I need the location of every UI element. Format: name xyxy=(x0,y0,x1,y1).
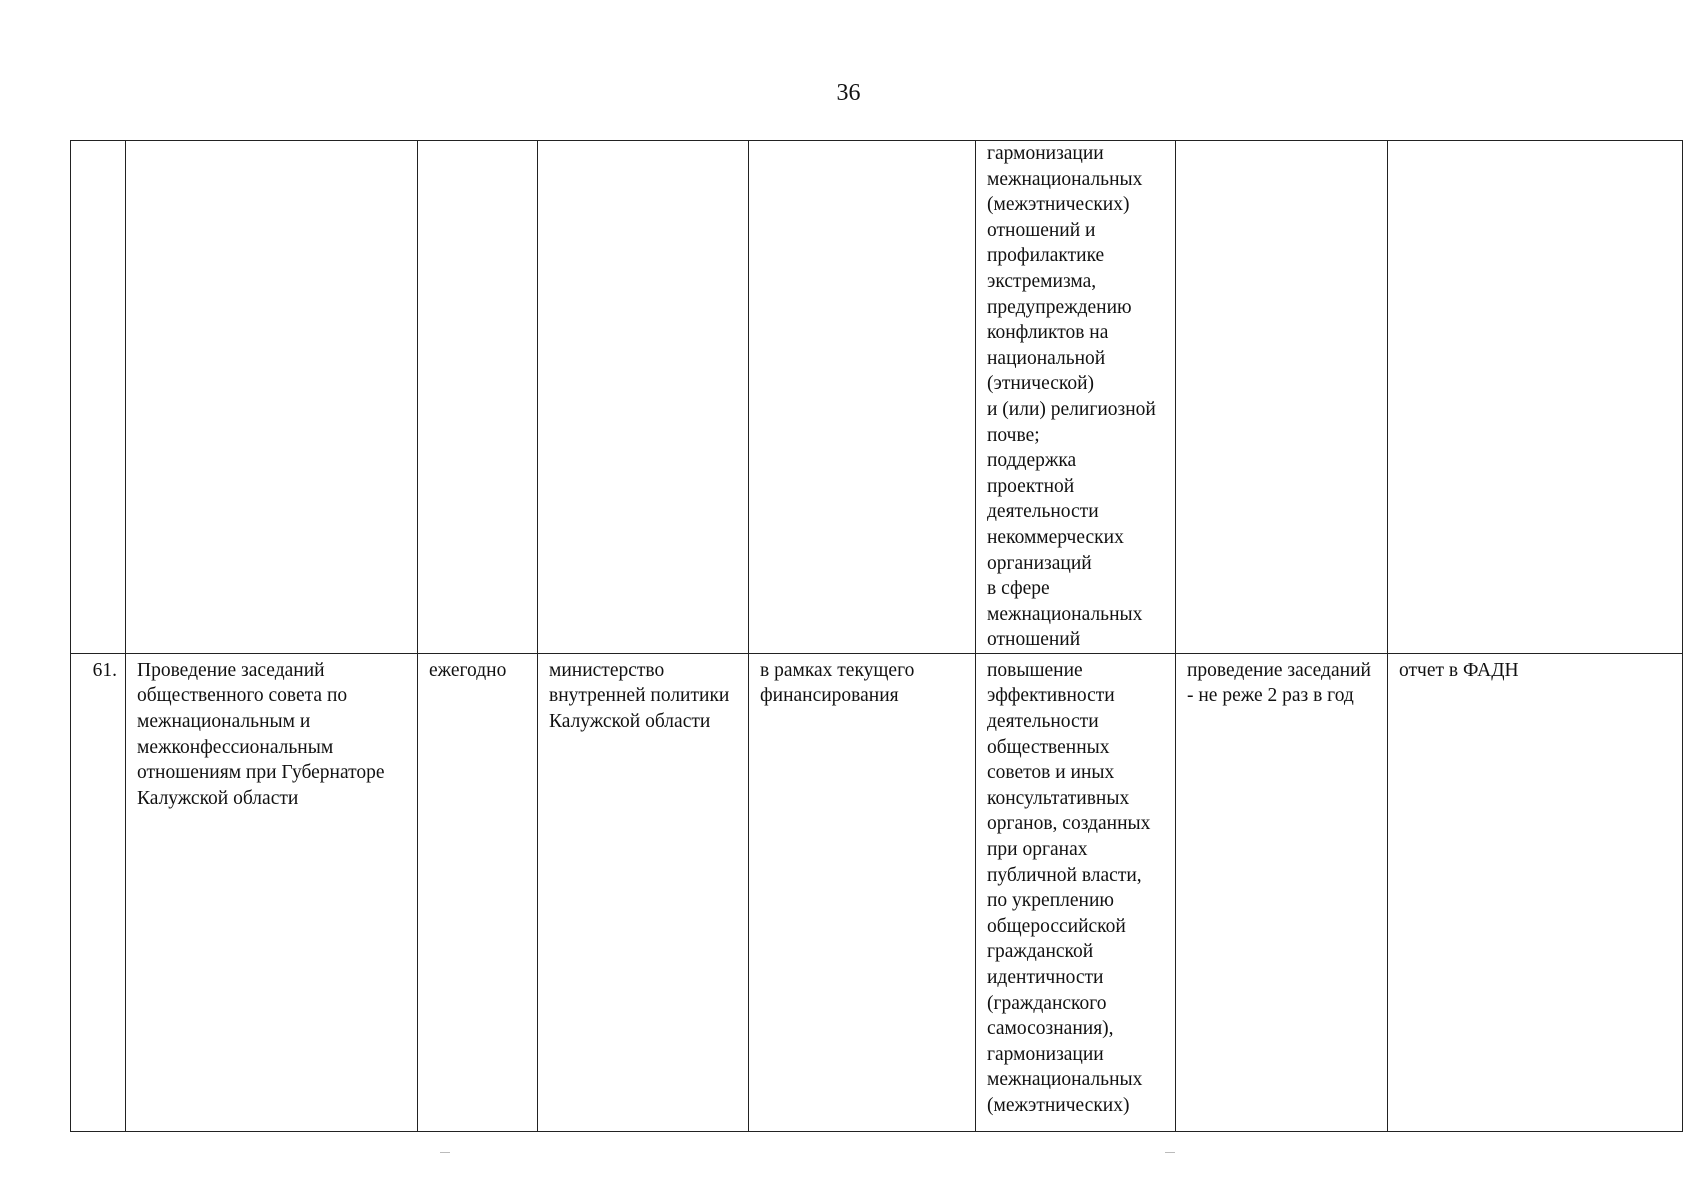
cell-text-line: (гражданского xyxy=(987,992,1107,1014)
table-row xyxy=(71,141,1683,654)
cell-text-line: межконфессиональным xyxy=(137,736,334,758)
cell-text-line: эффективности xyxy=(987,685,1115,707)
deadline-cell xyxy=(418,141,538,654)
executor-cell xyxy=(538,141,749,654)
cell-text-line: почве; xyxy=(987,424,1040,446)
cell-text-line: ежегодно xyxy=(429,659,507,681)
cell-text-line: и (или) религиозной xyxy=(987,398,1156,420)
cell-text-line: - не реже 2 раз в год xyxy=(1187,685,1354,707)
financing-cell xyxy=(749,653,976,1131)
cell-text-line: советов и иных xyxy=(987,762,1115,784)
page-number: 36 xyxy=(836,80,861,106)
reporting-cell xyxy=(1388,653,1683,1131)
cell-text-line: по укреплению xyxy=(987,890,1114,912)
cell-text-line: межнациональных xyxy=(987,1069,1143,1091)
cell-text-line: финансирования xyxy=(760,685,899,707)
cell-text-line: самосознания), xyxy=(987,1018,1114,1040)
result-cell xyxy=(976,141,1176,654)
executor-cell xyxy=(538,653,749,1131)
cell-text-line: отношений и xyxy=(987,219,1096,241)
cell-text-line: (межэтнических) xyxy=(987,194,1130,216)
cell-text-line: органов, созданных xyxy=(987,813,1151,835)
cell-text-line: деятельности xyxy=(987,711,1099,733)
cell-text-line: межнациональным и xyxy=(137,711,311,733)
cell-text-line: Калужской области xyxy=(549,711,711,733)
cell-text-line: экстремизма, xyxy=(987,270,1097,292)
event-cell xyxy=(126,141,418,654)
cell-text-line: межнациональных xyxy=(987,603,1143,625)
cell-text-line: некоммерческих xyxy=(987,526,1124,548)
cell-text-line: публичной власти, xyxy=(987,864,1142,886)
financing-cell xyxy=(749,141,976,654)
scan-speck xyxy=(1165,1152,1175,1154)
cell-text-line: в рамках текущего xyxy=(760,659,915,681)
cell-text-line: деятельности xyxy=(987,501,1099,523)
cell-text-line: отношений xyxy=(987,629,1081,651)
cell-text-line: отношениям при Губернаторе xyxy=(137,762,385,784)
deadline-cell xyxy=(418,653,538,1131)
cell-text-line: проведение заседаний xyxy=(1187,659,1371,681)
cell-text-line: предупреждению xyxy=(987,296,1132,318)
cell-text-line: конфликтов на xyxy=(987,322,1109,344)
cell-text-line: общественного совета по xyxy=(137,685,348,707)
cell-text-line: гармонизации xyxy=(987,1043,1104,1065)
cell-text-line: гармонизации xyxy=(987,143,1104,164)
cell-text-line: межнациональных xyxy=(987,168,1143,190)
indicator-cell xyxy=(1176,141,1388,654)
cell-text-line: проектной xyxy=(987,475,1075,497)
cell-text-line: при органах xyxy=(987,839,1088,861)
cell-text-line: Проведение заседаний xyxy=(137,659,325,681)
cell-text-line: национальной xyxy=(987,347,1106,369)
cell-text-line: отчет в ФАДН xyxy=(1399,659,1519,681)
cell-text-line: в сфере xyxy=(987,578,1050,600)
cell-text-line: повышение xyxy=(987,659,1083,681)
cell-text-line: общероссийской xyxy=(987,915,1126,937)
cell-text-line: министерство xyxy=(549,659,665,681)
cell-text-line: Калужской области xyxy=(137,787,299,809)
event-cell xyxy=(126,653,418,1131)
row-number xyxy=(71,141,126,654)
reporting-cell xyxy=(1388,141,1683,654)
cell-text-line: (межэтнических) xyxy=(987,1094,1130,1116)
cell-text-line: организаций xyxy=(987,552,1092,574)
indicator-cell xyxy=(1176,653,1388,1131)
cell-text-line: консультативных xyxy=(987,787,1130,809)
cell-text-line: общественных xyxy=(987,736,1110,758)
cell-text-line: профилактике xyxy=(987,245,1105,267)
scan-speck xyxy=(440,1152,450,1154)
plan-table xyxy=(70,140,1683,1132)
cell-text-line: (этнической) xyxy=(987,373,1095,395)
cell-text-line: поддержка xyxy=(987,450,1077,472)
table-row xyxy=(71,653,1683,1131)
cell-text-line: гражданской xyxy=(987,941,1094,963)
result-cell xyxy=(976,653,1176,1131)
cell-text-line: внутренней политики xyxy=(549,685,730,707)
row-number: 61. xyxy=(71,653,126,1131)
cell-text-line: идентичности xyxy=(987,967,1104,988)
